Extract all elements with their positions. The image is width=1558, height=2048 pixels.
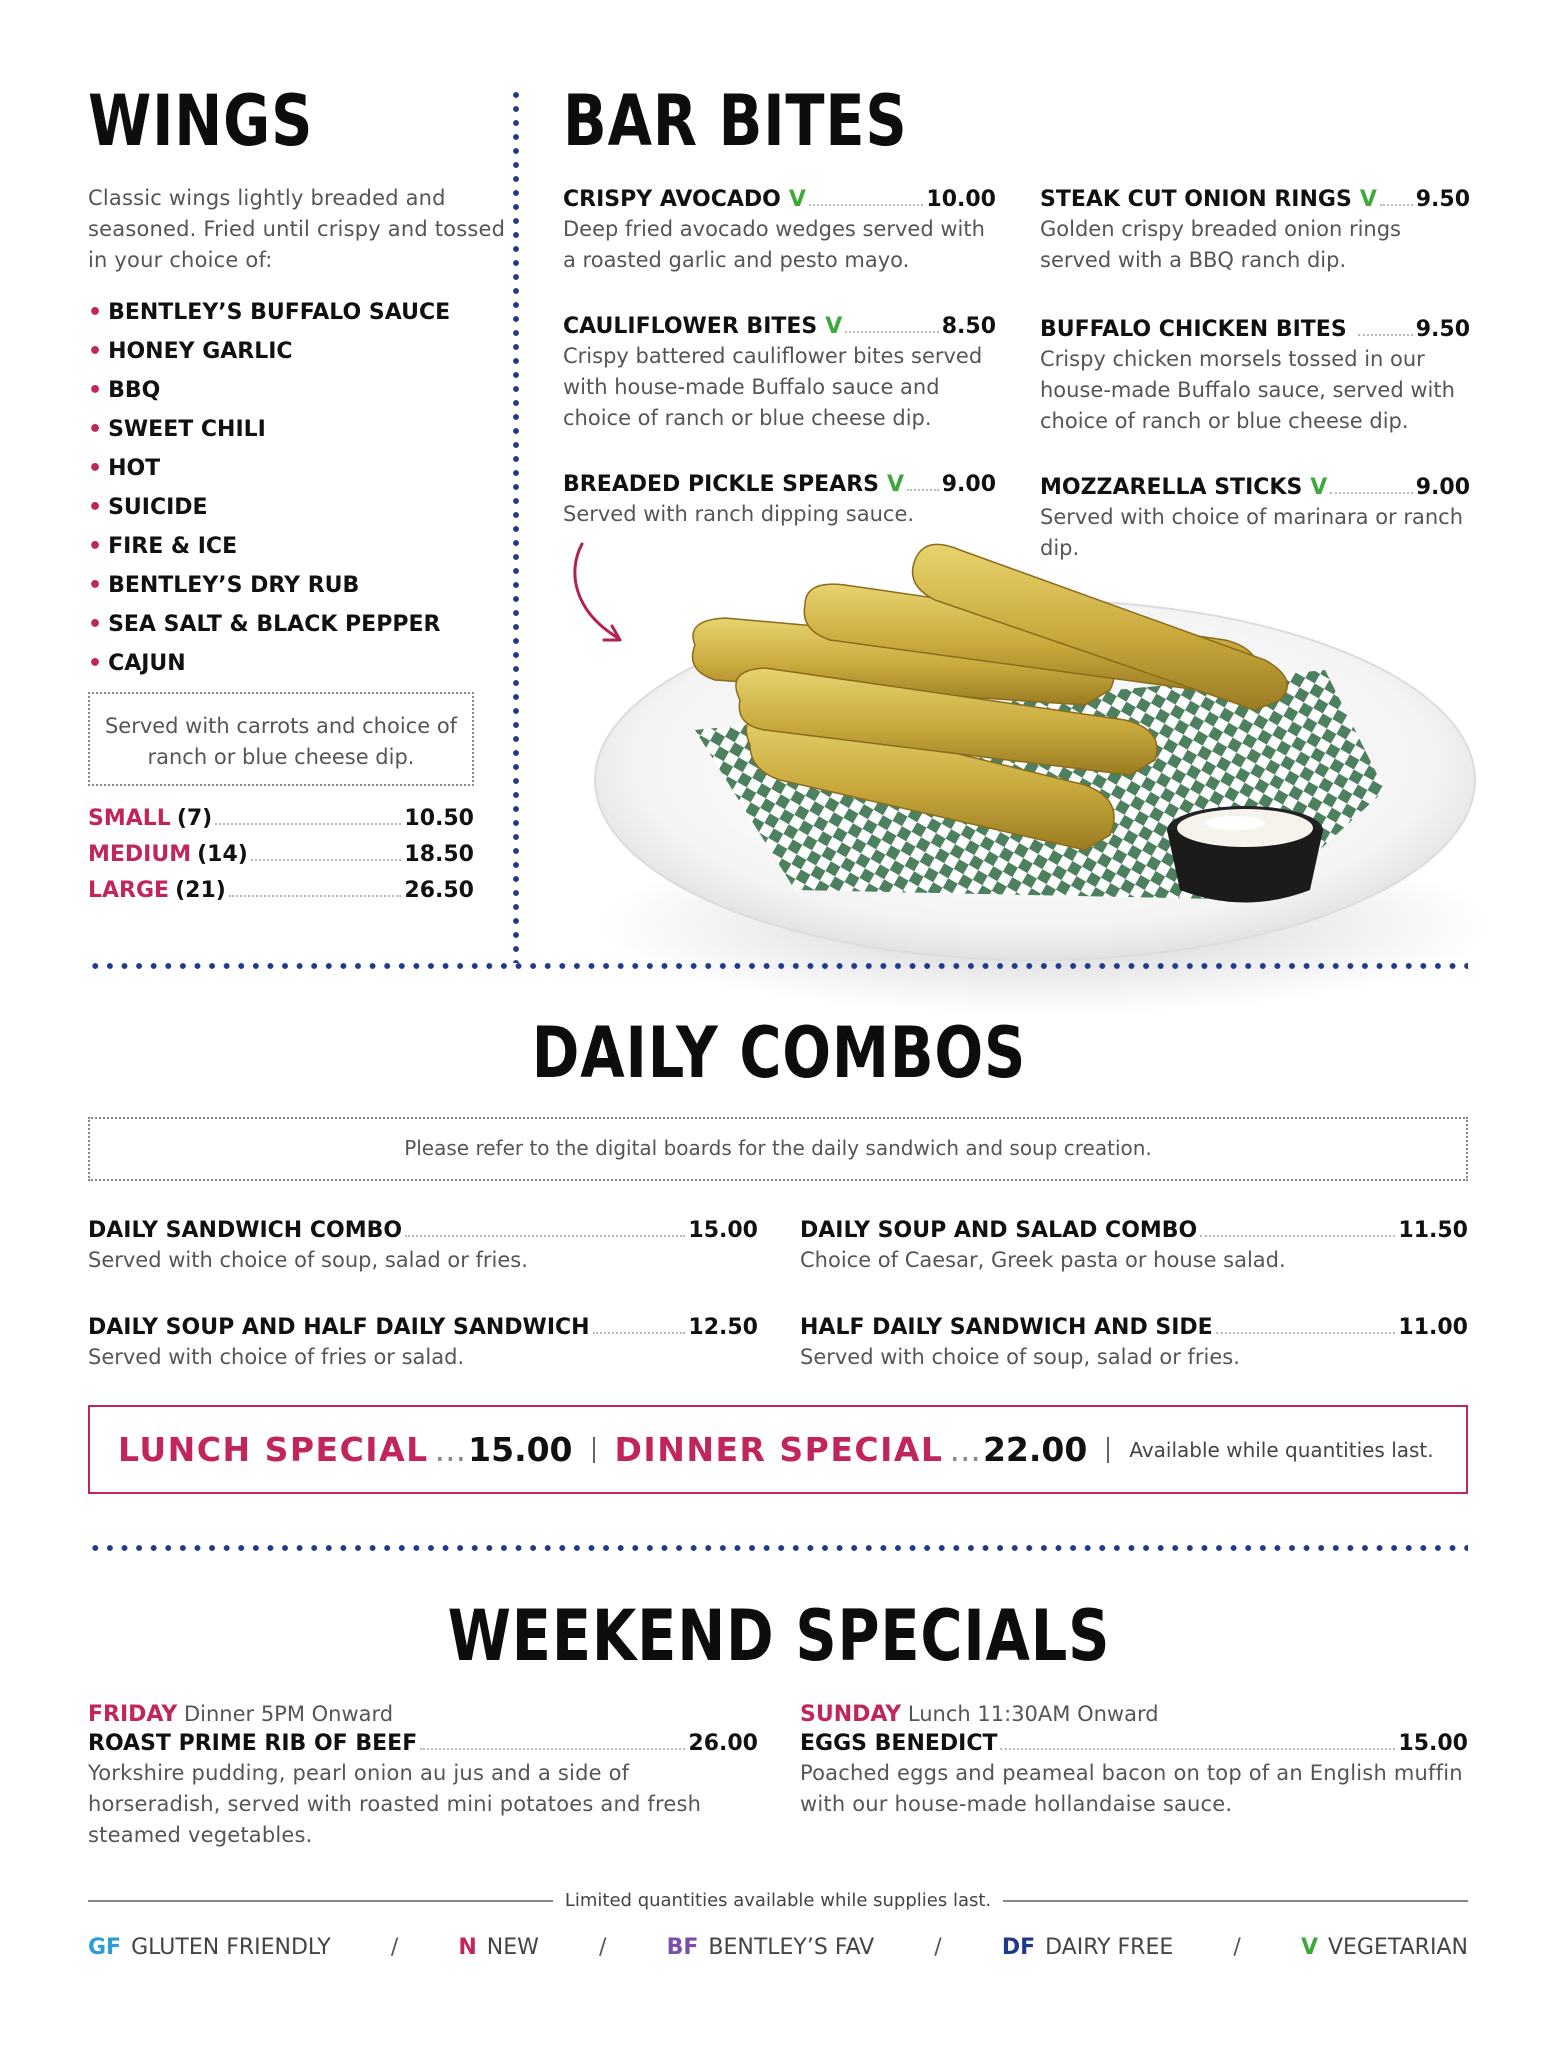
- combo-daily-sandwich: DAILY SANDWICH COMBO 15.00 Served with choice of soup, salad or fries.: [88, 1218, 758, 1272]
- bullet-icon: •: [88, 417, 103, 442]
- flavor-item: • SUICIDE: [88, 495, 208, 520]
- horizontal-dotted-divider: [88, 1545, 1468, 1551]
- flavor-item: • HONEY GARLIC: [88, 339, 293, 364]
- bar-bites-title: BAR BITES: [563, 80, 908, 162]
- combo-half-sandwich-side: HALF DAILY SANDWICH AND SIDE 11.00 Served with choice of soup, salad or fries.: [800, 1315, 1468, 1369]
- bullet-icon: •: [88, 651, 103, 676]
- bullet-icon: •: [88, 612, 103, 637]
- flavor-item: • BENTLEY’S BUFFALO SAUCE: [88, 300, 451, 325]
- wings-size-medium: MEDIUM (14) 18.50: [88, 842, 474, 867]
- wings-description: Classic wings lightly breaded and seasoned. Fried until crispy and tossed in your choice of:: [88, 186, 506, 272]
- separator: [593, 1437, 595, 1463]
- vertical-dotted-divider: [513, 88, 519, 963]
- flavor-item: • HOT: [88, 456, 161, 481]
- wings-flavor-list: [88, 293, 450, 683]
- bullet-icon: •: [88, 534, 103, 559]
- wings-size-large: LARGE (21) 26.50: [88, 878, 474, 903]
- bar-bite-mozzarella-sticks: MOZZARELLA STICKS V 9.00 Served with choice of marinara or ranch dip.: [1040, 475, 1470, 560]
- daily-combos-title: DAILY COMBOS: [531, 1012, 1027, 1094]
- legend-new: N NEW: [458, 1935, 539, 1960]
- weekend-specials-title: WEEKEND SPECIALS: [447, 1595, 1111, 1677]
- weekend-special-sunday: SUNDAY Lunch 11:30AM Onward EGGS BENEDICT 15.00 Poached eggs and peameal bacon on top of an English muffin with our house-made hollandaise sauce.: [800, 1702, 1468, 1816]
- legend-bentleys-fav: BF BENTLEY’S FAV: [666, 1935, 875, 1960]
- lunch-dinner-special-box: LUNCH SPECIAL ... 15.00 DINNER SPECIAL ... 22.00 Available while quantities last.: [88, 1405, 1468, 1494]
- daily-combos-note: Please refer to the digital boards for the daily sandwich and soup creation.: [88, 1117, 1468, 1181]
- flavor-item: • CAJUN: [88, 651, 186, 676]
- wings-size-small: SMALL (7) 10.50: [88, 806, 474, 831]
- dinner-special-price: 22.00: [982, 1430, 1088, 1469]
- bullet-icon: •: [88, 495, 103, 520]
- lunch-special-label: LUNCH SPECIAL: [118, 1430, 429, 1469]
- flavor-item: • FIRE & ICE: [88, 534, 238, 559]
- legend-gluten-friendly: GF GLUTEN FRIENDLY: [88, 1935, 331, 1960]
- lunch-special-price: 15.00: [468, 1430, 573, 1469]
- combo-soup-salad: DAILY SOUP AND SALAD COMBO 11.50 Choice of Caesar, Greek pasta or house salad.: [800, 1218, 1468, 1272]
- footer-note: Limited quantities available while supplies last.: [88, 1890, 1468, 1911]
- combo-soup-half-sandwich: DAILY SOUP AND HALF DAILY SANDWICH 12.50 Served with choice of fries or salad.: [88, 1315, 758, 1369]
- pickle-spears-photo: [565, 530, 1520, 1025]
- flavor-item: • SWEET CHILI: [88, 417, 266, 442]
- dietary-legend: GF GLUTEN FRIENDLY / N NEW / BF BENTLEY’S FAV / DF DAIRY FREE / V VEGETARIAN: [88, 1935, 1468, 1960]
- wings-title: WINGS: [88, 80, 314, 162]
- weekend-special-friday: FRIDAY Dinner 5PM Onward ROAST PRIME RIB OF BEEF 26.00 Yorkshire pudding, pearl onion au jus and a side of horseradish, served with roasted mini potatoes and fresh steamed vegetables.: [88, 1702, 758, 1847]
- flavor-item: • BBQ: [88, 378, 161, 403]
- bullet-icon: •: [88, 456, 103, 481]
- flavor-item: • SEA SALT & BLACK PEPPER: [88, 612, 441, 637]
- bar-bite-buffalo-chicken: BUFFALO CHICKEN BITES 9.50 Crispy chicken morsels tossed in our house-made Buffalo sauce, served with choice of ranch or blue cheese dip.: [1040, 317, 1470, 433]
- bar-bite-cauliflower: CAULIFLOWER BITES V 8.50 Crispy battered cauliflower bites served with house-made Buffalo sauce and choice of ranch or blue cheese dip.: [563, 314, 996, 430]
- legend-dairy-free: DF DAIRY FREE: [1001, 1935, 1174, 1960]
- bar-bite-pickle-spears: BREADED PICKLE SPEARS V 9.00 Served with ranch dipping sauce.: [563, 472, 996, 526]
- bullet-icon: •: [88, 573, 103, 598]
- bar-bite-onion-rings: STEAK CUT ONION RINGS V 9.50 Golden crispy breaded onion rings served with a BBQ ranch dip.: [1040, 187, 1470, 272]
- horizontal-dotted-divider: [88, 963, 1468, 969]
- wings-served-note: Served with carrots and choice of ranch or blue cheese dip.: [88, 692, 474, 786]
- flavor-item: • BENTLEY’S DRY RUB: [88, 573, 360, 598]
- bullet-icon: •: [88, 300, 103, 325]
- dinner-special-label: DINNER SPECIAL: [614, 1430, 944, 1469]
- bar-bite-crispy-avocado: CRISPY AVOCADO V 10.00 Deep fried avocado wedges served with a roasted garlic and pesto mayo.: [563, 187, 996, 272]
- special-availability-note: Available while quantities last.: [1129, 1437, 1434, 1462]
- legend-vegetarian: V VEGETARIAN: [1300, 1935, 1468, 1960]
- separator: [1107, 1437, 1109, 1463]
- bullet-icon: •: [88, 339, 103, 364]
- bullet-icon: •: [88, 378, 103, 403]
